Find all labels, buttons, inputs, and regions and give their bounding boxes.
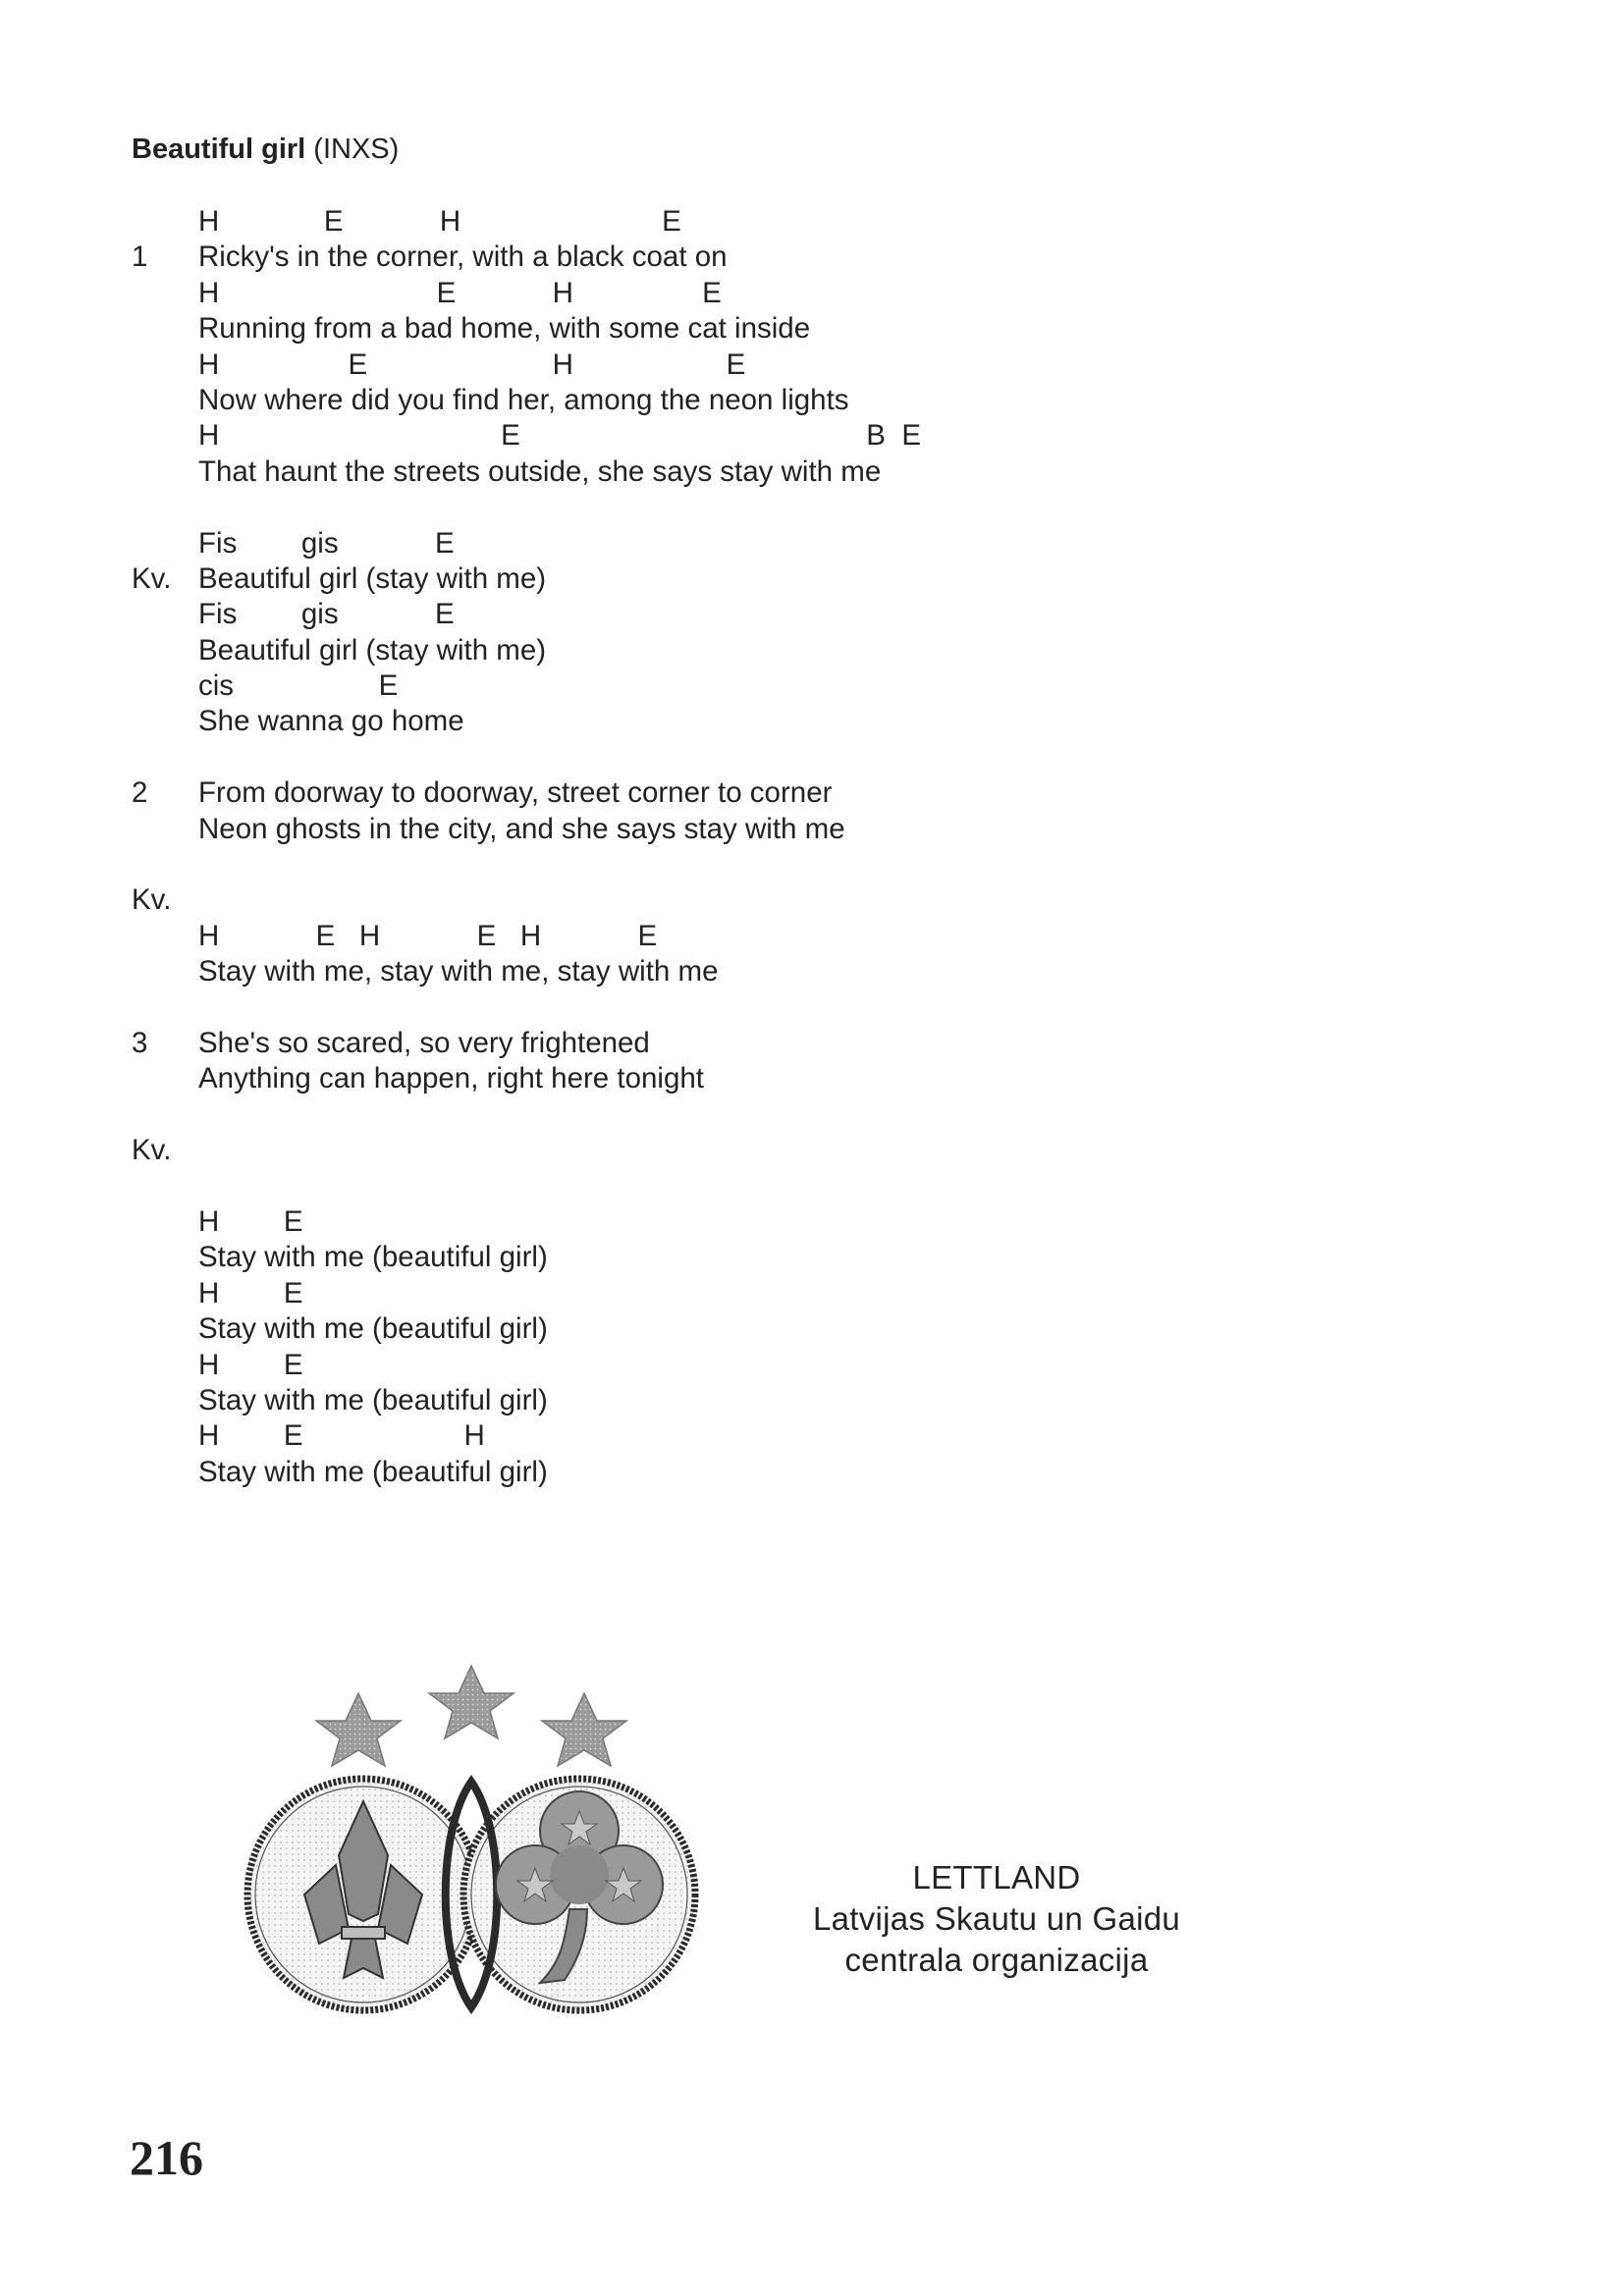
song-line xyxy=(132,454,1113,490)
song-line xyxy=(132,1026,1113,1061)
song-artist: (INXS) xyxy=(313,133,400,165)
line-text: Fis gis E xyxy=(198,526,455,560)
line-text: H E xyxy=(198,1348,303,1381)
line-text: cis E xyxy=(198,669,399,703)
star-left xyxy=(316,1693,401,1766)
line-text: Now where did you find her, among the neon lights xyxy=(198,383,849,416)
line-label: 1 xyxy=(132,240,148,274)
song-line xyxy=(132,704,1113,739)
caption-country: LETTLAND xyxy=(912,1859,1081,1896)
song-line xyxy=(132,954,1113,989)
line-text: Stay with me (beautiful girl) xyxy=(198,1383,548,1416)
line-label: 3 xyxy=(132,1026,148,1059)
song-line xyxy=(132,740,1113,775)
line-text: Ricky's in the corner, with a black coat on xyxy=(198,240,728,274)
song-line xyxy=(132,347,1113,383)
line-label: 2 xyxy=(132,776,148,810)
line-text: Stay with me (beautiful girl) xyxy=(198,1241,548,1274)
song-title-line xyxy=(132,132,399,167)
song-line xyxy=(132,1097,1113,1133)
line-text: H E xyxy=(198,1204,303,1238)
line-text: Anything can happen, right here tonight xyxy=(198,1062,704,1095)
song-line xyxy=(132,668,1113,704)
song-line xyxy=(132,276,1113,311)
song-line xyxy=(132,1240,1113,1275)
scout-guide-emblem-icon xyxy=(226,1664,717,2037)
caption-org-line1: Latvijas Skautu un Gaidu xyxy=(812,1900,1181,1937)
line-text: H E H xyxy=(198,1419,485,1453)
line-text: She wanna go home xyxy=(198,705,464,738)
song-line xyxy=(132,204,1113,240)
song-line xyxy=(132,597,1113,632)
song-line xyxy=(132,1348,1113,1383)
song-line xyxy=(132,633,1113,668)
line-text: Beautiful girl (stay with me) xyxy=(198,561,547,595)
line-text: Running from a bad home, with some cat inside xyxy=(198,312,811,346)
song-line xyxy=(132,1061,1113,1096)
song-line xyxy=(132,919,1113,954)
line-text: H E B E xyxy=(198,419,922,453)
line-text: H E H E xyxy=(198,205,681,238)
line-text: She's so scared, so very frightened xyxy=(198,1026,650,1059)
star-right xyxy=(542,1693,626,1766)
song-line xyxy=(132,418,1113,454)
line-text: H E H E xyxy=(198,276,722,309)
line-label: Kv. xyxy=(132,883,172,917)
song-title: Beautiful girl xyxy=(132,133,306,165)
song-line xyxy=(132,882,1113,918)
song-line xyxy=(132,383,1113,418)
organization-caption xyxy=(766,1857,1227,1981)
song-line xyxy=(132,1276,1113,1311)
line-label: Kv. xyxy=(132,561,172,595)
line-text: Beautiful girl (stay with me) xyxy=(198,633,547,667)
song-line xyxy=(132,1311,1113,1347)
line-text: Neon ghosts in the city, and she says stay with me xyxy=(198,812,845,845)
line-text: Stay with me (beautiful girl) xyxy=(198,1455,548,1488)
song-line xyxy=(132,240,1113,275)
line-label: Kv. xyxy=(132,1134,172,1167)
line-text: H E xyxy=(198,1276,303,1309)
song-line xyxy=(132,526,1113,561)
line-text: That haunt the streets outside, she says stay with me xyxy=(198,454,882,488)
stars xyxy=(316,1666,626,1766)
song-line xyxy=(132,1169,1113,1204)
song-line xyxy=(132,1204,1113,1240)
line-text: From doorway to doorway, street corner to corner xyxy=(198,776,833,810)
song-line xyxy=(132,561,1113,597)
song-line xyxy=(132,1455,1113,1490)
song-line xyxy=(132,990,1113,1026)
song-line xyxy=(132,775,1113,811)
song-line xyxy=(132,812,1113,847)
song-line xyxy=(132,1383,1113,1418)
line-text: H E H E H E xyxy=(198,919,658,952)
song-line xyxy=(132,1133,1113,1168)
caption-org-line2: centrala organizacija xyxy=(844,1942,1149,1978)
page-number: 216 xyxy=(130,2130,203,2185)
song-line xyxy=(132,311,1113,347)
song-line xyxy=(132,490,1113,525)
song-line xyxy=(132,847,1113,882)
line-text: H E H E xyxy=(198,347,746,381)
song-body xyxy=(132,204,1113,1490)
star-center xyxy=(429,1666,514,1738)
line-text: Stay with me (beautiful girl) xyxy=(198,1312,548,1346)
line-text: Stay with me, stay with me, stay with me xyxy=(198,955,719,988)
line-text: Fis gis E xyxy=(198,598,455,631)
song-line xyxy=(132,1418,1113,1454)
